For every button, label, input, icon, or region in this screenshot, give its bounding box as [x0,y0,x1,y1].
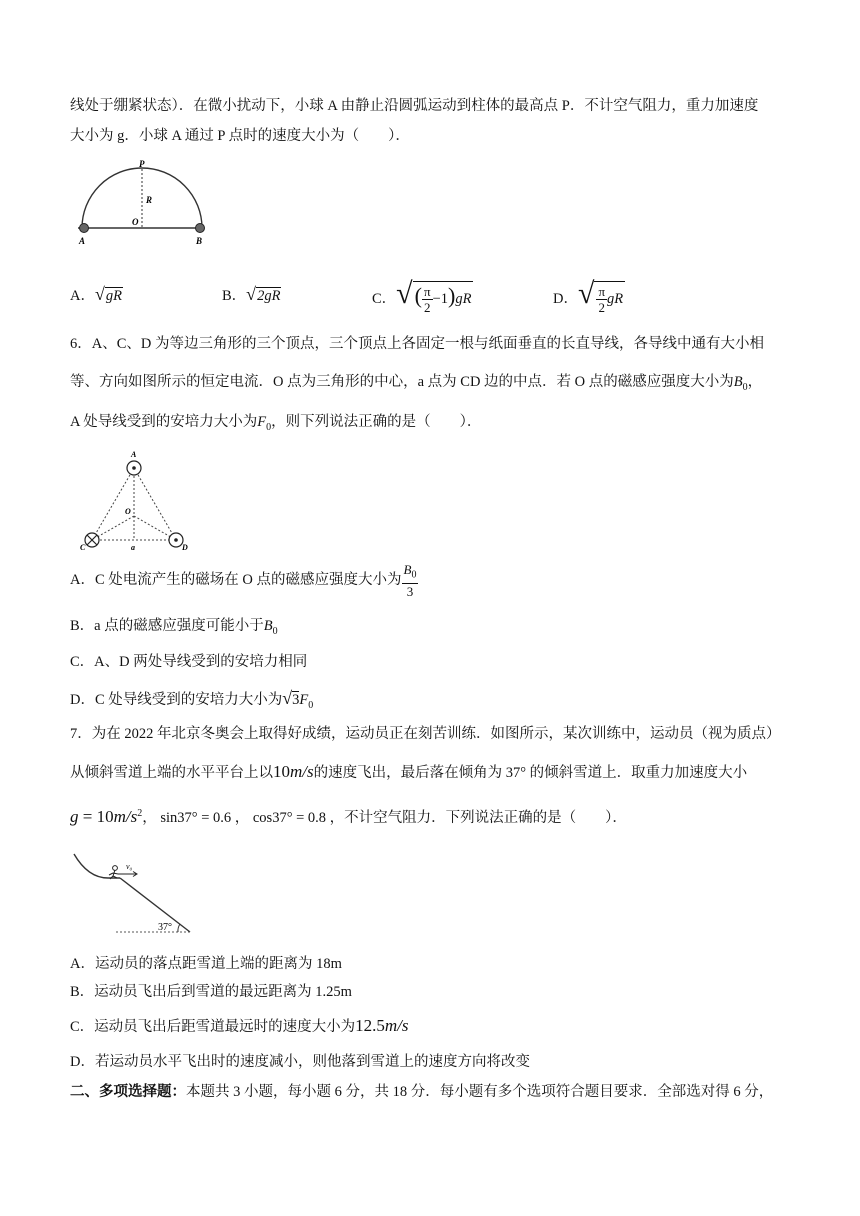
label-A: A [131,450,137,459]
label-v0: v₀ [126,862,133,871]
q6-option-d: D．C 处导线受到的安培力大小为$√3F_0$ [70,688,314,711]
label-A: A [79,236,86,246]
label-a: a [131,543,135,552]
q6-option-c: C．A、D 两处导线受到的安培力相同 [70,654,308,670]
q7-option-a: A．运动员的落点距雪道上端的距离为 18m [70,956,342,972]
label-D: D [182,543,188,552]
q5-option-b: B．√2gR [222,284,281,304]
q7-option-d: D．若运动员水平飞出时的速度减小，则他落到雪道上的速度方向将改变 [70,1054,530,1070]
q7-line-1: 7．为在 2022 年北京冬奥会上取得好成绩，运动员正在刻苦训练．如图所示，某次训练中，运动员（视为质点） [70,726,781,742]
label-C: C [80,543,86,552]
label-angle: 37° [158,922,172,933]
q5-option-d: D．√ $\frac{\pi}{2}$ gR [553,277,624,316]
label-B: B [196,236,203,246]
label-O: O [125,507,131,516]
q6-triangle-figure [72,446,196,554]
q7-option-c: C．运动员飞出后距雪道最远时的速度大小为12.5m/s [70,1016,409,1035]
section-2-heading: 二、多项选择题：本题共 3 小题，每小题 6 分，共 18 分．每小题有多个选项符合题目要求．全部选对得 6 分， [70,1084,774,1100]
label-P: P [139,159,145,169]
q6-option-a: A．C 处电流产生的磁场在 O 点的磁感应强度大小为 $\frac{B_0}{3}$ [70,562,417,599]
q5-line-1: 线处于绷紧状态）．在微小扰动下，小球 A 由静止沿圆弧运动到柱体的最高点 P．不计空气阻力，重力加速度 [70,98,759,114]
label-R: R [146,195,153,205]
label-O: O [132,217,139,227]
q7-line-2: 从倾斜雪道上端的水平平台上以10m/s的速度飞出，最后落在倾角为 37° 的倾斜雪道上．取重力加速度大小 [70,762,748,781]
q5-option-c: C．√( $\frac{\pi}{2}$ −1)gR [372,277,472,316]
q5-line-2: 大小为 g．小球 A 通过 P 点时的速度大小为（ ）． [70,128,410,144]
q6-line-2: 等、方向如图所示的恒定电流．O 点为三角形的中心，a 点为 CD 边的中点．若 O 点的磁感应强度大小为$B_0$， [70,374,763,393]
q6-line-1: 6．A、C、D 为等边三角形的三个顶点，三个顶点上各固定一根与纸面垂直的长直导线，各导线中通有大小相 [70,336,764,352]
q7-ski-slope-figure [72,848,200,942]
q5-semicircle-figure [72,156,212,250]
q5-option-a: A．√gR [70,284,122,304]
q7-option-b: B．运动员飞出后到雪道的最远距离为 1.25m [70,984,352,1000]
q6-option-b: B．a 点的磁感应强度可能小于$B_0$ [70,618,278,637]
q6-line-3: A 处导线受到的安培力大小为$F_0$，则下列说法正确的是（ ）． [70,414,482,433]
q7-line-3: $g = 10m/s^2$， sin37° = 0.6 ， cos37° = 0.8 ，不计空气阻力．下列说法正确的是（ ）． [70,806,627,826]
